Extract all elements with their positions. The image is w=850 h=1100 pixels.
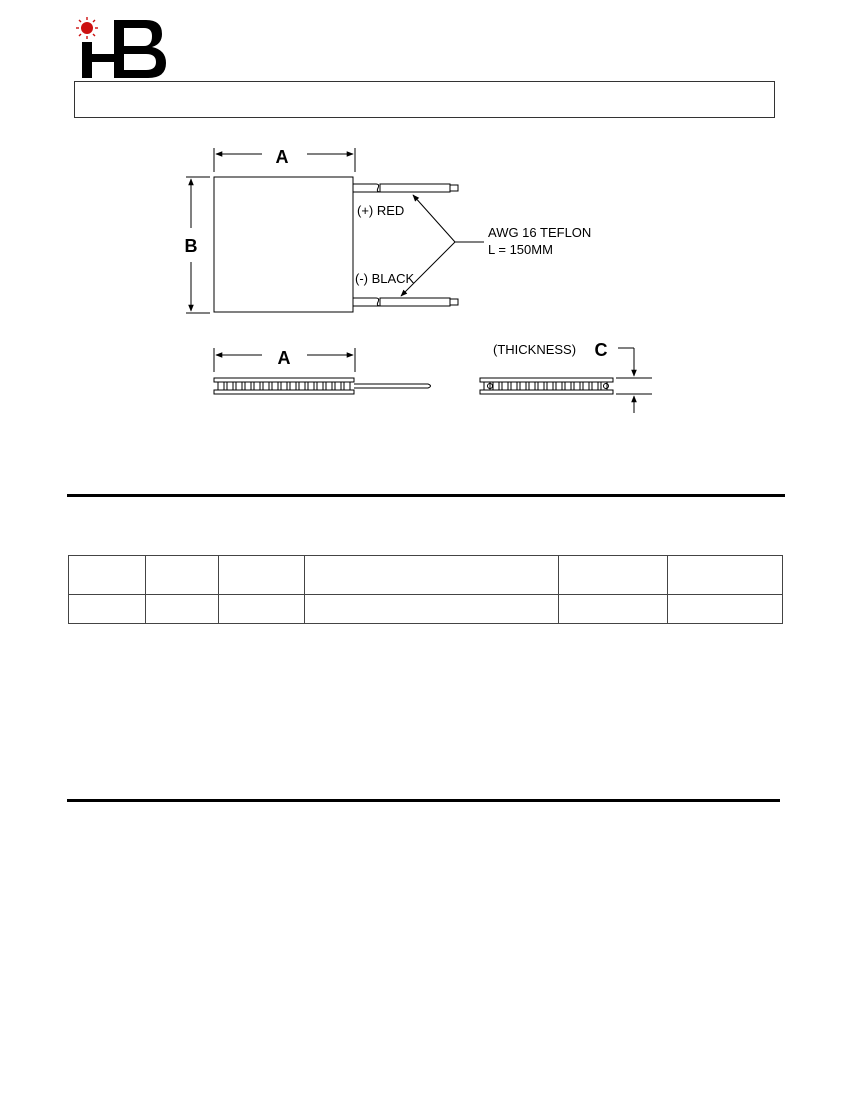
lead-wire-positive <box>353 184 458 192</box>
table-cell <box>305 595 559 624</box>
table-cell <box>668 595 783 624</box>
table-cell <box>219 556 305 595</box>
wire-spec-line2: L = 150MM <box>488 242 553 257</box>
dimension-c-label: C <box>594 340 608 360</box>
specification-table <box>68 555 783 624</box>
module-top-view <box>214 177 353 312</box>
table-cell <box>559 556 668 595</box>
table-header-row <box>69 556 783 595</box>
table-cell <box>146 556 219 595</box>
section-divider-1 <box>67 494 785 497</box>
section-divider-2 <box>67 799 780 802</box>
dimension-a-bottom-label: A <box>277 348 291 368</box>
lead-negative-label: (-) BLACK <box>355 271 415 286</box>
sun-burst-icon <box>76 17 98 39</box>
hb-logo <box>76 16 168 80</box>
table-cell <box>69 556 146 595</box>
table-cell <box>146 595 219 624</box>
dimension-a-top-label: A <box>275 147 289 167</box>
header-box <box>74 81 775 118</box>
dimension-b-label: B <box>184 236 198 256</box>
table-cell <box>69 595 146 624</box>
dimension-c <box>616 348 652 413</box>
table-row <box>69 595 783 624</box>
module-side-view <box>214 378 431 394</box>
lead-positive-label: (+) RED <box>357 203 405 218</box>
table-cell <box>559 595 668 624</box>
table-cell <box>219 595 305 624</box>
module-dimension-drawing <box>0 130 850 430</box>
table-cell <box>305 556 559 595</box>
module-thickness-view <box>480 378 613 394</box>
table-cell <box>668 556 783 595</box>
thickness-label: (THICKNESS) <box>493 342 577 357</box>
wire-spec-line1: AWG 16 TEFLON <box>488 225 592 240</box>
lead-wire-negative <box>353 298 458 306</box>
